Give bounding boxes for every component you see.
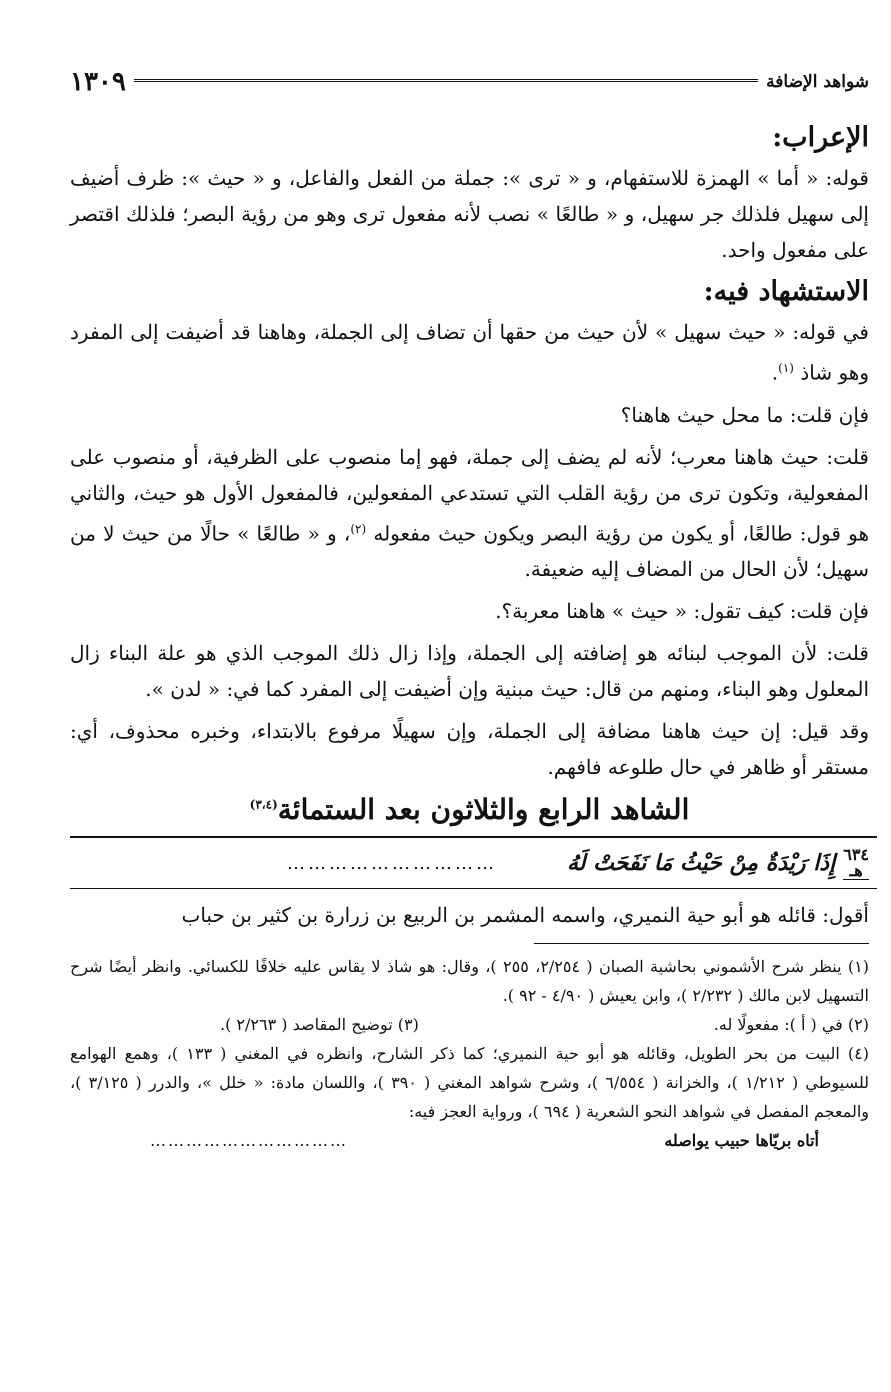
answer-1 [70,439,869,588]
footnote-ref-1: (١) [778,361,794,375]
verse-sub: هـ [849,860,863,880]
verse-bottom-rule [70,888,877,889]
footnote-3: (٣) توضيح المقاصد ( ٢/٢٦٣ ). [220,1015,419,1035]
footnote-ref-3-4: (٣،٤) [249,797,278,812]
shahid-title [70,793,869,826]
page-header [70,62,869,102]
question-1: فإن قلت: ما محل حيث هاهنا؟ [620,402,869,427]
page-number: ١٣٠٩ [70,67,126,97]
footnote-4: (٤) البيت من بحر الطويل، وقائله هو أبو حية النميري؛ كما ذكر الشارح، وانظره في المغني ( ١٣٣ )، وهمع الهوامع للسيوطي ( ١/٢١٢ )، والخزانة ( ٦/٥٥٤ )، وشرح شواهد المغني ( ٣٩٠ )، واللسان مادة: « خلل »، والدرر ( ٣/١٢٥ )، والمعجم المفصل في شواهد النحو الشعرية ( ٦٩٤ )، ورواية العجز فيه: [70,1044,870,1122]
istishhad-paragraph: في قوله: « حيث سهيل » لأن حيث من حقها أن تضاف إلى الجملة، وهاهنا قد أضيفت إلى المفرد وهو شاذ $^{(١)}$. [70,320,869,385]
footnote-row-2-3 [70,1010,869,1039]
aqul-paragraph: أقول: قائله هو أبو حية النميري، واسمه المشمر بن الربيع بن زرارة بن كثير بن حباب [181,903,869,928]
answer-1-tail: ، و « طالعًا » حالًا من حيث لا من سهيل؛ لأن الحال من المضاف إليه ضعيفة. [70,521,869,582]
question-2: فإن قلت: كيف تقول: « حيث » هاهنا معربة؟. [495,599,869,624]
footnote-verse [70,1126,869,1155]
answer-1-text: قلت: حيث هاهنا معرب؛ لأنه لم يضف إلى جملة، فهو إما منصوب على الظرفية، أو منصوب على المفعولية، وتكون ترى من رؤية القلب التي تستدعي المفعولين، فالمفعول الأول هو حيث، والثاني هو قول: طالعًا، أو يكون من رؤية البصر ويكون حيث مفعوله [70,444,870,546]
footnote-ref-2: (٢) [350,521,367,536]
running-title: شواهد الإضافة [766,72,869,92]
verse-number [843,844,869,880]
header-double-rule [134,79,758,85]
footnote-1: (١) ينظر شرح الأشموني بحاشية الصبان ( ٢/٢٥٤، ٢٥٥ )، وقال: هو شاذ لا يقاس عليه خلافًا للكسائي. وانظر أيضًا شرح التسهيل لابن مالك ( ٢/٢٣٢ )، وابن يعيش ( ٤/٩٠ - ٩٢ ). [70,957,870,1006]
istishhad-text: في قوله: « حيث سهيل » لأن حيث من حقها أن تضاف إلى الجملة، وهاهنا قد أضيفت إلى المفرد وهو شاذ [70,320,869,385]
verse-text: إِذَا رَيْدَةٌ مِنْ حَيْثُ مَا نَفَحَتْ لَهُ [567,850,836,877]
shahid-title-text: الشاهد الرابع والثلاثون بعد الستمائة [277,793,690,827]
verse-number-text: ٦٣٤ [843,844,869,864]
answer-2: قلت: لأن الموجب لبنائه هو إضافته إلى الجملة، وإذا زال ذلك الموجب الذي هو علة البناء زال المعلول وهو البناء، ومنهم من قال: حيث مبنية وإن أضيفت إلى المفرد كما في: « لدن ». [70,641,869,702]
irab-heading: الإعراب: [772,122,869,153]
verse-line [70,838,869,888]
footnotes [70,952,869,1155]
footnote-2: (٢) في ( أ ): مفعولًا له. [713,1015,869,1035]
qad-qila-paragraph: وقد قيل: إن حيث هاهنا مضافة إلى الجملة، وإن سهيلًا مرفوع بالابتداء، وخبره محذوف، أي: مستقر أو ظاهر في حال طلوعه فافهم. [70,719,869,780]
irab-paragraph: قوله: « أما » الهمزة للاستفهام، و « ترى »: جملة من الفعل والفاعل، و « حيث »: ظرف أضيف إلى سهيل فلذلك جر سهيل، و « طالعًا » نصب لأنه مفعول ترى وهو من رؤية البصر؛ فلذلك اقتصر على مفعول واحد. [70,166,869,262]
istishhad-heading: الاستشهاد فيه: [703,276,869,307]
footnote-separator [534,943,869,944]
verse-dots: ………………………… [287,852,497,874]
footnote-verse-dots: …………………………… [150,1131,348,1151]
footnote-verse-text: أتاه بريّاها حبيب يواصله [664,1131,819,1151]
